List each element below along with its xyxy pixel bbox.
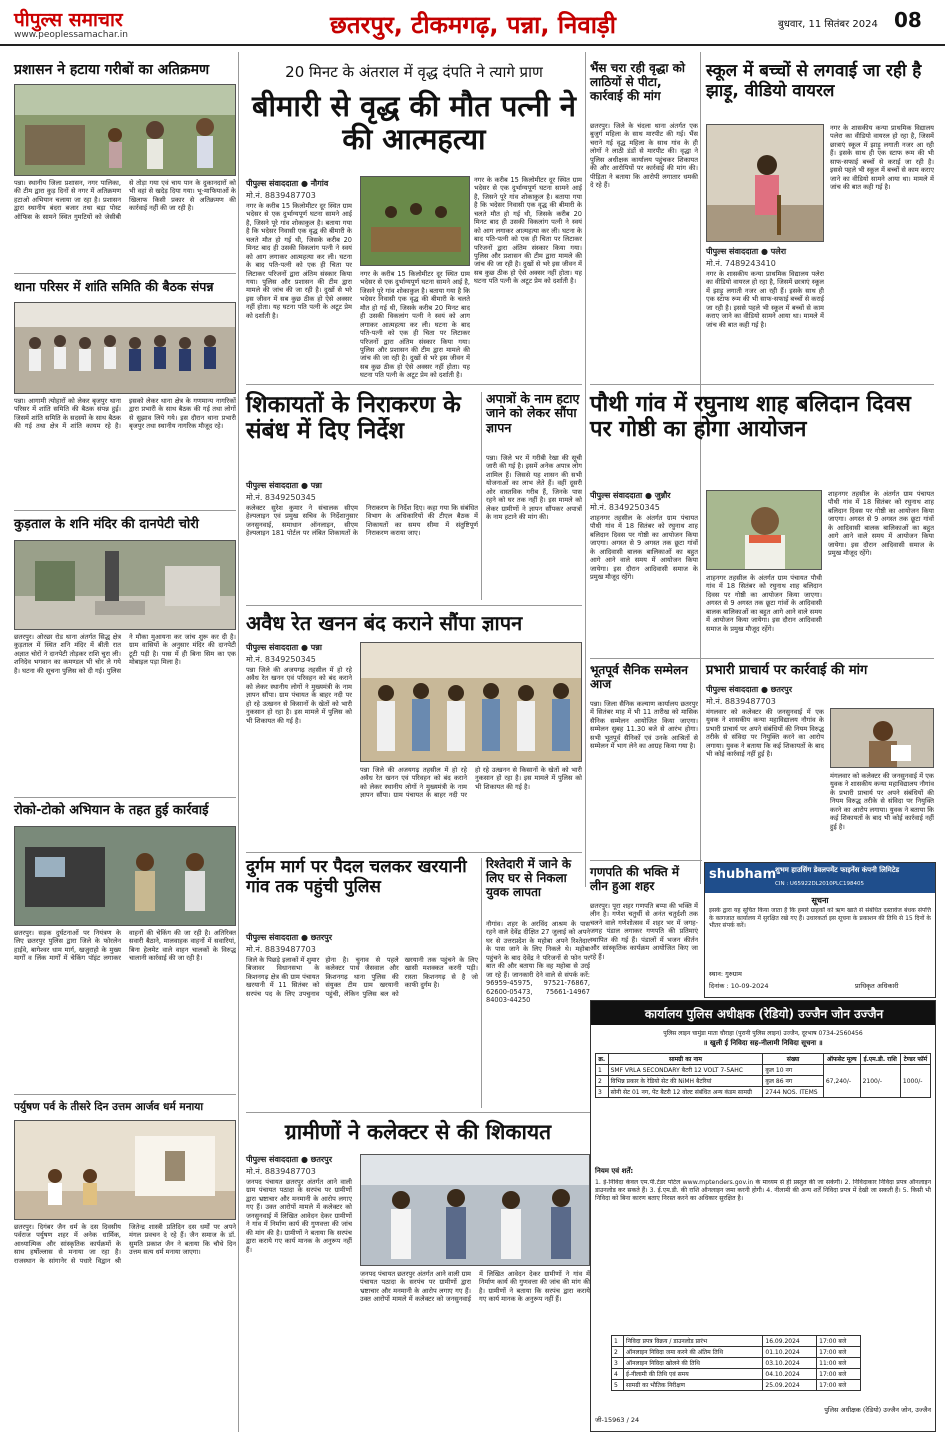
body-rishtedari: नौगांव। शहर के अरविंद आश्रम के पास रहने वाले देवेंद्र दीक्षित 27 जुलाई को अपने घर से उत्तरप्रदेश के महोबा अपने रिश्तेदार के पास जाने के लिए निकले थे। महोबा पहुंचने के बाद देवेंद्र ने परिजनों से फोन पर बात की और बताया कि वह महोबा से उरई जा रहे हैं। जानकारी देने वाले से संपर्क करें: 96959-45975, 97521-76867, 62600-05473, 75661-14967 84003-44250: [486, 920, 590, 1004]
row-qty: कुल 86 नग: [763, 1076, 824, 1087]
shubham-cin: CIN : U65922DL2010PLC198405: [775, 881, 864, 887]
body-vriddh: नगर के करीब 15 किलोमीटर दूर स्थित ग्राम भदेसर से एक दुर्भाग्यपूर्ण घटना सामने आई है, जिसने पूरे गांव शोकाकुल है। बताया गया है कि भदेसर निवासी एक वृद्ध की बीमारी के चलते मौत हो गई थी, जिसके करीब 20 मिनट बाद ही उसकी विकलांग पत्नी ने स्वयं को आग लगाकर आत्महत्या कर ली। घटना के बाद पति-पत्नी को एक ही चिता पर लिटाकर परिजनों द्वारा अंतिम संस्कार किया गया। पुलिस और प्रशासन की टीम द्वारा मामले की जांच की जा रही है। दुखों से भरे इस जीवन में सब कुछ ठीक हो ऐसे अक्सर नहीं होता। यह घटना पति पत्नी के अटूट प्रेम को दर्शाती है।: [246, 202, 352, 320]
column-divider: [700, 52, 701, 884]
mobile-rait: मो.नं. 8349250345: [246, 655, 316, 664]
police-ad-signature: पुलिस अधीक्षक (रेडियो) उज्जैन जोन, उज्जैन: [824, 1406, 931, 1414]
col-offset: ऑफसेट मूल्य: [823, 1054, 860, 1065]
body-ganpati: छतरपुर। पूरा शहर गणपति बप्पा की भक्ति में लीन है। गणेश चतुर्थी से अनंत चतुर्दशी तक चलने वाले गणेशोत्सव में शहर भर में जगह-जगह पंडाल लगाकर गणपति की प्रतिमाएं स्थापित की गई हैं। पंडालों में भजन कीर्तन और सांस्कृतिक कार्यक्रम आयोजित किए जा रहे हैं।: [590, 902, 698, 961]
police-tender-ad: [590, 1000, 936, 1432]
table-row: [612, 1380, 861, 1391]
column-divider: [481, 392, 482, 600]
row-no: 1: [596, 1065, 609, 1076]
shubham-signatory: प्राधिकृत अधिकारी: [855, 982, 899, 990]
sched-no: 2: [612, 1347, 624, 1358]
story-divider: [14, 1094, 236, 1095]
shubham-title: शुभम हाउसिंग डेवलपमेंट फाइनेंस कंपनी लिमिटेड: [775, 866, 900, 874]
body-apradh: पन्ना। जिले भर में गरीबी रेखा की सूची जारी की गई है। इसमें अनेक अपात्र लोग शामिल हैं। जिससे यह शासन की सभी योजनाओं का लाभ लेते हैं। वहीं दूसरी ओर वास्तविक गरीब हैं, जिनके पास रहने को घर तक नहीं है। इस मामले को लेकर ग्रामीणों ने ज्ञापन सौंपकर अपात्रों के नाम हटाने की मांग की।: [486, 454, 582, 522]
row-qty: कुल 10 नग: [763, 1065, 824, 1076]
photo-youth: [830, 708, 934, 768]
byline-pauthi: पीपुल्स संवाददाता ● जुन्नौर: [590, 491, 671, 500]
photo-villagers: [360, 1154, 590, 1266]
headline-school: स्कूल में बच्चों से लगवाई जा रही है झाड़ू, वीडियो वायरल: [706, 61, 922, 101]
masthead: [0, 0, 945, 46]
byline-nirakaran: पीपुल्स संवाददाता ● पन्ना: [246, 481, 322, 490]
mobile-nirakaran: मो.नं. 8349250345: [246, 493, 316, 502]
table-row: [612, 1369, 861, 1380]
story-divider: [246, 1112, 590, 1113]
col-no: क्र.: [596, 1054, 609, 1065]
col-item: सामग्री का नाम: [608, 1054, 763, 1065]
row-qty: 2744 NOS. ITEMS: [763, 1087, 824, 1098]
table-header-row: [596, 1054, 931, 1065]
photo-temple: [14, 540, 236, 630]
shubham-notice-title: सूचना: [811, 896, 829, 905]
issue-date: बुधवार, 11 सितंबर 2024: [778, 19, 878, 30]
mobile-prabhari: मो.नं. 8839487703: [706, 697, 776, 706]
shubham-notice-body: इसके द्वारा यह सूचित किया जाता है कि हमारे ग्राहकों को ऋण खाते से संबंधित दस्तावेज बंधक संपत्ति के कागजात कार्यालय में सुरक्षित रखे गए हैं। उधारकर्ता इस सूचना के प्रकाशन की तिथि से 15 दिनों के भीतर संपर्क करें।: [709, 907, 931, 930]
story-divider: [246, 384, 582, 385]
police-ad-title: कार्यालय पुलिस अधीक्षक (रेडियो) उज्जैन जोन उज्जैन: [644, 1007, 884, 1021]
sched-time: 11:00 बजे: [817, 1358, 861, 1369]
story-divider: [14, 273, 236, 274]
police-ad-subline: पुलिस लाइन चामुंडा माता चौराहा (पुरानी पुलिस लाइन) उज्जैन, दूरभाष 0734-2560456: [663, 1030, 863, 1037]
story-divider: [246, 605, 582, 606]
photo-peace-committee: [14, 302, 236, 394]
body-paryushan: छतरपुर। दिगंबर जैन धर्म के दस दिवसीय पर्वराज पर्युषण शहर में अनेक धार्मिक, आध्यात्मिक और सांस्कृतिक कार्यक्रमों के साथ हर्षोल्लास से मनाया जा रहा है। राजस्थान के सांगानेर से पधारे विद्वान श्री जितेन्द्र शास्त्री प्रतिदिन दस धर्मों पर अपने मंगल प्रवचन दे रहे हैं। जैन समाज के डॉ. सुमति प्रकाश जैन ने बताया कि चौथे दिन उत्तम सत्य धर्म मनाया जाएगा।: [14, 1223, 236, 1265]
sched-task: ऑनलाइन निविदा खोलने की तिथि: [624, 1358, 763, 1369]
headline-apradh: अपात्रों के नाम हटाए जाने को लेकर सौंपा ज्ञापन: [486, 391, 580, 435]
body-bhains: छतरपुर। जिले के चंदला थाना अंतर्गत एक बुजुर्ग महिला के साथ मारपीट की गई। भैंस चराने गई वृद्ध महिला के साथ गांव के ही लोगों ने लाठी डंडों से मारपीट की। वृद्धा ने पुलिस अधीक्षक कार्यालय पहुंचकर शिकायत की और आरोपियों पर कार्रवाई की मांग की। पीड़िता ने बताया कि आरोपी लगातार धमकी दे रहे हैं।: [590, 122, 698, 190]
conditions-title: नियम एवं शर्तें:: [595, 1167, 634, 1175]
shubham-place: स्थान: गुरुग्राम: [709, 970, 742, 978]
body-pauthi-2: शाहनगर तहसील के अंतर्गत ग्राम पंचायत पौथी गांव में 18 सितंबर को रघुनाथ शाह बलिदान दिवस पर गोष्ठी का आयोजन किया जाएगा। अगस्त से 9 अगस्त तक छूटा गांवों के आदिवासी बालक बालिकाओं का बहुत आगे आने वाले समय में आयोजन किया जायेगा। इस दौरान आदिवासी समाज के प्रमुख मौजूद रहेंगे।: [706, 574, 822, 633]
headline-grameen: ग्रामीणों ने कलेक्टर से की शिकायत: [284, 1120, 552, 1144]
headline-rait: अवैध रेत खनन बंद कराने सौंपा ज्ञापन: [246, 611, 523, 635]
headline-nirakaran: शिकायतों के निराकरण के संबंध में दिए निर्देश: [246, 392, 461, 445]
story-divider: [14, 510, 236, 511]
mobile-grameen: मो.नं. 8839487703: [246, 1167, 316, 1176]
tender-items-table: [595, 1053, 931, 1098]
page-number: 08: [894, 8, 922, 32]
sched-time: 17:00 बजे: [817, 1380, 861, 1391]
conditions-body: 1. ई-निविदा केवल एम.पी.टेंडर पोर्टल www.mptenders.gov.in के माध्यम से ही प्रस्तुत की जा सकेगी। 2. निविदाकार निविदा प्रपत्र ऑनलाइन डाउनलोड कर सकते हैं। 3. ई.एम.डी. की राशि ऑनलाइन जमा करनी होगी। 4. नीलामी की अन्य शर्तें निविदा प्रपत्र में देखी जा सकती हैं। 5. किसी भी निविदा को बिना कारण बताए निरस्त करने का अधिकार सुरक्षित है।: [595, 1179, 931, 1202]
sched-no: 5: [612, 1380, 624, 1391]
photo-encroachment: [14, 84, 236, 176]
headline-thana: थाना परिसर में शांति समिति की बैठक संपन्न: [14, 279, 214, 294]
photo-jain-temple: [14, 1120, 236, 1220]
row-item: सोनी सेट 01 नग, पेंट बैटरी 12 वोल्ट संबंधित अन्य कंडम सामग्री: [608, 1087, 763, 1098]
mobile-vriddh: मो.नं. 8839487703: [246, 191, 316, 200]
body-grameen-2: जनपद पंचायत छतरपुर अंतर्गत आने वाली ग्राम पंचायत पठादा के सरपंच पर ग्रामीणों द्वारा भ्रष्टाचार और मनमानी के आरोप लगाए गए हैं। उक्त आरोपों मामले में कलेक्टर को जनसुनवाई में लिखित आवेदन देकर ग्रामीणों ने गांव में निर्माण कार्य की गुणवत्ता की जांच की मांग की है। ग्रामीणों ने बताया कि सरपंच द्वारा कराये गए कार्य मानक के अनुरूप नहीं हैं।: [360, 1270, 590, 1304]
kicker-vriddh: 20 मिनट के अंतराल में वृद्ध दंपति ने त्यागे प्राण: [285, 63, 543, 81]
photo-funeral: [360, 176, 470, 266]
headline-garib: प्रशासन ने हटाया गरीबों का अतिक्रमण: [14, 62, 210, 78]
sched-task: ऑनलाइन निविदा जमा करने की अंतिम तिथि: [624, 1347, 763, 1358]
body-vriddh-3: नगर के करीब 15 किलोमीटर दूर स्थित ग्राम भदेसर से एक दुर्भाग्यपूर्ण घटना सामने आई है, जिसने पूरे गांव शोकाकुल है। बताया गया है कि भदेसर निवासी एक वृद्ध की बीमारी के चलते मौत हो गई थी, जिसके करीब 20 मिनट बाद ही उसकी विकलांग पत्नी ने स्वयं को आग लगाकर आत्महत्या कर ली। घटना के बाद पति-पत्नी को एक ही चिता पर लिटाकर परिजनों द्वारा अंतिम संस्कार किया गया। पुलिस और प्रशासन की टीम द्वारा मामले की जांच की जा रही है। दुखों से भरे इस जीवन में सब कुछ ठीक हो ऐसे अक्सर नहीं होता। यह घटना पति पत्नी के अटूट प्रेम को दर्शाती है।: [474, 176, 582, 286]
region-title: छतरपुर, टीकमगढ़, पन्ना, निवाड़ी: [330, 11, 616, 39]
sched-date: 25.09.2024: [763, 1380, 817, 1391]
byline-durgam: पीपुल्स संवाददाता ● छतरपुर: [246, 933, 332, 942]
byline-grameen: पीपुल्स संवाददाता ● छतरपुर: [246, 1155, 332, 1164]
headline-bhains: भैंस चरा रही वृद्धा को लाठियों से पीटा, कार्रवाई की मांग: [590, 61, 685, 103]
sched-time: 17:00 बजे: [817, 1369, 861, 1380]
sched-date: 16.09.2024: [763, 1336, 817, 1347]
schedule-table: [611, 1335, 861, 1391]
body-shani: छतरपुर। ओरछा रोड थाना अंतर्गत सिद्ध क्षेत्र कुड़ताल में स्थित शनि मंदिर में बीती रात अज्ञात चोरों ने दानपेटी तोड़कर राशि चुरा ली। शनिदेव भगवान का कमण्डल भी चोर ले गये है। घटना की सूचना पुलिस को दी गई। पुलिस ने मौका मुआयना कर जांच शुरू कर दी है। ग्राम वासियों के अनुसार मंदिर की दानपेटी टूटी पड़ी है। पास में ही बिना सिम का एक मोबाइल पड़ा मिला है।: [14, 633, 236, 675]
headline-shani: कुड़ताल के शनि मंदिर की दानपेटी चोरी: [14, 517, 199, 532]
sched-time: 17:00 बजे: [817, 1347, 861, 1358]
sched-no: 3: [612, 1358, 624, 1369]
body-pauthi: शाहनगर तहसील के अंतर्गत ग्राम पंचायत पौथी गांव में 18 सितंबर को रघुनाथ शाह बलिदान दिवस पर गोष्ठी का आयोजन किया जाएगा। अगस्त से 9 अगस्त तक छूटा गांवों के आदिवासी बालक बालिकाओं का बहुत आगे आने वाले समय में आयोजन किया जायेगा। इस दौरान आदिवासी समाज के प्रमुख मौजूद रहेंगे।: [590, 514, 698, 582]
police-ad-section: ॥ खुली ई निविदा सह-नीलामी निविदा सूचना ॥: [703, 1039, 823, 1047]
sched-no: 4: [612, 1369, 624, 1380]
byline-vriddh: पीपुल्स संवाददाता ● नौगांव: [246, 179, 329, 188]
sched-date: 04.10.2024: [763, 1369, 817, 1380]
byline-school: पीपुल्स संवाददाता ● पलेरा: [706, 247, 787, 256]
sched-task: निविदा प्रपत्र विक्रय / डाउनलोड प्रारंभ: [624, 1336, 763, 1347]
offset-amount: 67,240/-: [823, 1065, 860, 1098]
body-pauthi-3: शाहनगर तहसील के अंतर्गत ग्राम पंचायत पौथी गांव में 18 सितंबर को रघुनाथ शाह बलिदान दिवस पर गोष्ठी का आयोजन किया जाएगा। अगस्त से 9 अगस्त तक छूटा गांवों के आदिवासी बालक बालिकाओं का बहुत आगे आने वाले समय में आयोजन किया जायेगा। इस दौरान आदिवासी समाज के प्रमुख मौजूद रहेंगे।: [828, 490, 934, 558]
emd-amount: 2100/-: [860, 1065, 900, 1098]
website-url[interactable]: www.peoplessamachar.in: [14, 30, 128, 40]
sched-task: सामग्री का भौतिक निरीक्षण: [624, 1380, 763, 1391]
story-divider: [14, 797, 236, 798]
photo-person: [706, 490, 822, 570]
row-no: 2: [596, 1076, 609, 1087]
body-thana: पन्ना। आगामी त्योहारों को लेकर बृजपुर थाना परिसर में शांति समिति की बैठक संपन्न हुई। जिसमें शांति समिति के सदस्यों के साथ बैठक की गई तथा क्षेत्र में शांति कायम रहे है। इसको लेकर थाना क्षेत्र के गणमान्य नागरिकों द्वारा प्रभारी के साथ बैठक की गई तथा लोगों से सुझाव लिये गये। इस दौरान थाना प्रभारी बृजपुर तथा स्थानीय नागरिक मौजूद रहे।: [14, 397, 236, 431]
body-roko: छतरपुर। सड़क दुर्घटनाओं पर नियंत्रण के लिए छतरपुर पुलिस द्वारा जिले के फोरलेन हाईवे, बागेश्वर धाम मार्ग, खजुराहो के मुख्य मार्गों व लिंक मार्गों में चेकिंग पॉइंट लगाकर वाहनों की चेकिंग की जा रही है। अतिरिक्त सवारी बैठाने, मालवाहक वाहनों में सवारियां, बिना हेलमेट वाले वाहन चालकों के विरुद्ध चालानी कार्रवाई की जा रही है।: [14, 929, 236, 963]
story-divider: [246, 852, 582, 853]
form-amount: 1000/-: [900, 1065, 930, 1098]
photo-school-video: [706, 124, 824, 242]
mobile-school: मो.नं. 7489243410: [706, 259, 776, 268]
body-nirakaran: कलेक्टर सुरेश कुमार ने संचालक सीएम हेल्पलाइन एवं प्रमुख सचिव के निर्देशानुसार जनसुनवाई, समाधान ऑनलाइन, सीएम हेल्पलाइन 181 पोर्टल पर लंबित शिकायतों के निराकरण के निर्देश दिए। कहा गया कि संबंधित विभाग के अधिकारियों की टीएल बैठक में शिकायतों का समय सीमा में संतुष्टिपूर्ण निराकरण कराया जाए।: [246, 504, 478, 538]
mobile-pauthi: मो.नं. 8349250345: [590, 503, 660, 512]
mobile-durgam: मो.नं. 8839487703: [246, 945, 316, 954]
headline-vriddh: बीमारी से वृद्ध की मौत पत्नी ने की आत्महत्या: [251, 89, 576, 157]
body-grameen: जनपद पंचायत छतरपुर अंतर्गत आने वाली ग्राम पंचायत पठादा के सरपंच पर ग्रामीणों द्वारा भ्रष्टाचार और मनमानी के आरोप लगाए गए हैं। उक्त आरोपों मामले में कलेक्टर को जनसुनवाई में लिखित आवेदन देकर ग्रामीणों ने गांव में निर्माण कार्य की गुणवत्ता की जांच की मांग की है। ग्रामीणों ने बताया कि सरपंच द्वारा कराये गए कार्य मानक के अनुरूप नहीं हैं।: [246, 1178, 352, 1254]
body-rait: पन्ना जिले की अजयगढ़ तहसील में हो रहे अवैध रेत खनन एवं परिवहन को बंद कराने को लेकर स्थानीय लोगों ने मुख्यमंत्री के नाम ज्ञापन सौंपा। ग्राम पंचायत के बाहर नदी पर हो रहे उत्खनन से किसानों के खेतों को भारी नुकसान हो रहा है। इस मामले में पुलिस को भी शिकायत की गई है।: [246, 666, 352, 725]
newspaper-logo: पीपुल्स समाचार: [14, 9, 123, 31]
police-ad-ref: जी-15963 / 24: [595, 1416, 640, 1424]
table-row: [612, 1358, 861, 1369]
sched-no: 1: [612, 1336, 624, 1347]
shubham-notice-ad: [704, 862, 936, 998]
byline-rait: पीपुल्स संवाददाता ● पन्ना: [246, 643, 322, 652]
headline-paryushan: पर्युषण पर्व के तीसरे दिन उत्तम आर्जव धर्म मनाया: [14, 1101, 204, 1113]
byline-prabhari: पीपुल्स संवाददाता ● छतरपुर: [706, 685, 792, 694]
sched-time: 17:00 बजे: [817, 1336, 861, 1347]
headline-roko: रोको-टोको अभियान के तहत हुई कार्रवाई: [14, 803, 209, 818]
headline-pauthi: पौथी गांव में रघुनाथ शाह बलिदान दिवस पर गोष्ठी का होगा आयोजन: [590, 392, 911, 443]
headline-rishtedari: रिश्तेदारी में जाने के लिए घर से निकला युवक लापता: [486, 857, 572, 899]
col-qty: संख्या: [763, 1054, 824, 1065]
row-no: 3: [596, 1087, 609, 1098]
headline-ganpati: गणपति की भक्ति में लीन हुआ शहर: [590, 865, 680, 893]
story-divider: [590, 860, 702, 861]
table-row: [596, 1065, 931, 1076]
table-row: [612, 1347, 861, 1358]
shubham-date: दिनांक : 10-09-2024: [709, 982, 769, 990]
col-form: टेण्डर फॉर्म: [900, 1054, 930, 1065]
sched-task: ई-नीलामी की तिथि एवं समय: [624, 1369, 763, 1380]
body-durgam: जिले के पिछड़े इलाकों में शुमार बिजावर विधानसभा के किशनगढ़ क्षेत्र की ग्राम पंचायत खरयानी में 11 सितंबर को सरपंच पद के लिए उपचुनाव होना है। चुनाव से पहले कलेक्टर पार्थ जैसवाल और किशनगढ़ थाना पुलिस की संयुक्त टीम ग्राम खरयानी पहुंची, लेकिन पुलिस बल को खरयानी तक पहुंचने के लिए खासी मशक्कत करनी पड़ी। रास्ता किशनगढ़ से है जो काफी दुर्गम है।: [246, 956, 478, 998]
body-school-2: नगर के शासकीय कन्या प्राथमिक विद्यालय पलेरा का वीडियो वायरल हो रहा है, जिसमें छात्राएं स्कूल में झाड़ू लगाती नजर आ रही हैं। इसके साथ ही एक स्टाफ रूम की भी साफ-सफाई बच्चों से कराई जा रही है। इससे पहले भी स्कूल में बच्चों से काम कराए जाने का वीडियो सामने आया था। मामले में जांच की बात कही गई है।: [830, 124, 934, 192]
body-prabhari-2: मंगलवार को कलेक्टर की जनसुनवाई में एक युवक ने शासकीय कन्या महाविद्यालय नौगांव के प्रभारी प्राचार्य पर अपने संबंधियों की नियम विरुद्ध तरीके से संविदा पर नियुक्ति करने का आरोप लगाया। युवक ने बताया कि कई शिकायतों के बाद भी कोई कार्रवाई नहीं हुई है।: [830, 772, 934, 831]
body-bhutpurva: पन्ना। जिला सैनिक कल्याण कार्यालय छतरपुर में सितंबर माह में भी 11 तारीख को मासिक सैनिक सम्मेलन आयोजित किया जाएगा। सम्मेलन सुबह 11.30 बजे से आरंभ होगा। सभी भूतपूर्व सैनिकों एवं उनके आश्रितों से सम्मेलन में भाग लेने का आग्रह किया गया है।: [590, 700, 698, 751]
body-garib: पन्ना। स्थानीय जिला प्रशासन, नगर पालिका, की टीम द्वारा कुड़ दिनों से नगर में अतिक्रमण हटाओ अभियान चलाया जा रहा है। प्रशासन द्वारा स्थानीय बंदरा बजार तथा बड़ा पोस्ट ऑफिस के सामने स्थित गुमटियों को जेसीबी से तोड़ा गया एवं चाय पान के दुकानदारों को भी वहां से खदेड़ दिया गया। भू-माफियाओं के खिलाफ किसी प्रकार से अतिक्रमण की कार्रवाई नहीं की जा रही है।: [14, 179, 236, 221]
photo-traffic-check: [14, 826, 236, 926]
table-row: [612, 1336, 861, 1347]
body-prabhari: मंगलवार को कलेक्टर की जनसुनवाई में एक युवक ने शासकीय कन्या महाविद्यालय नौगांव के प्रभारी प्राचार्य पर अपने संबंधियों की नियम विरुद्ध तरीके से संविदा पर नियुक्ति करने का आरोप लगाया। युवक ने बताया कि कई शिकायतों के बाद भी कोई कार्रवाई नहीं हुई है।: [706, 708, 824, 759]
shubham-logo: shubham: [709, 867, 777, 882]
row-item: विभिन्न प्रकार के रेडियो सेट की NiMH बैटरियां: [608, 1076, 763, 1087]
headline-bhutpurva: भूतपूर्व सैनिक सम्मेलन आज: [590, 663, 688, 691]
story-divider: [590, 384, 934, 385]
body-vriddh-2: नगर के करीब 15 किलोमीटर दूर स्थित ग्राम भदेसर से एक दुर्भाग्यपूर्ण घटना सामने आई है, जिसने पूरे गांव शोकाकुल है। बताया गया है कि भदेसर निवासी एक वृद्ध की बीमारी के चलते मौत हो गई थी, जिसके करीब 20 मिनट बाद ही उसकी विकलांग पत्नी ने स्वयं को आग लगाकर आत्महत्या कर ली। घटना के बाद पति-पत्नी को एक ही चिता पर लिटाकर परिजनों द्वारा अंतिम संस्कार किया गया। पुलिस और प्रशासन की टीम द्वारा मामले की जांच की जा रही है। दुखों से भरे इस जीवन में सब कुछ ठीक हो ऐसे अक्सर नहीं होता। यह घटना पति पत्नी के अटूट प्रेम को दर्शाती है।: [360, 270, 470, 380]
body-rait-2: पन्ना जिले की अजयगढ़ तहसील में हो रहे अवैध रेत खनन एवं परिवहन को बंद कराने को लेकर स्थानीय लोगों ने मुख्यमंत्री के नाम ज्ञापन सौंपा। ग्राम पंचायत के बाहर नदी पर हो रहे उत्खनन से किसानों के खेतों को भारी नुकसान हो रहा है। इस मामले में पुलिस को भी शिकायत की गई है।: [360, 766, 582, 800]
column-divider: [585, 52, 586, 887]
col-emd: ई.एम.डी. राशि: [860, 1054, 900, 1065]
body-school: नगर के शासकीय कन्या प्राथमिक विद्यालय पलेरा का वीडियो वायरल हो रहा है, जिसमें छात्राएं स्कूल में झाड़ू लगाती नजर आ रही हैं। इसके साथ ही एक स्टाफ रूम की भी साफ-सफाई बच्चों से कराई जा रही है। इससे पहले भी स्कूल में बच्चों से काम कराए जाने का वीडियो सामने आया था। मामले में जांच की बात कही गई है।: [706, 270, 824, 329]
column-divider: [481, 858, 482, 1108]
story-divider: [590, 658, 934, 659]
sched-date: 01.10.2024: [763, 1347, 817, 1358]
headline-prabhari: प्रभारी प्राचार्य पर कार्रवाई की मांग: [706, 663, 868, 678]
headline-durgam: दुर्गम मार्ग पर पैदल चलकर खरयानी गांव तक पहुंची पुलिस: [246, 857, 467, 897]
photo-memorandum: [360, 642, 582, 762]
sched-date: 03.10.2024: [763, 1358, 817, 1369]
row-item: SMF VRLA SECONDARY बैटरी 12 VOLT 7-5AHC: [608, 1065, 763, 1076]
column-divider: [238, 52, 239, 1432]
